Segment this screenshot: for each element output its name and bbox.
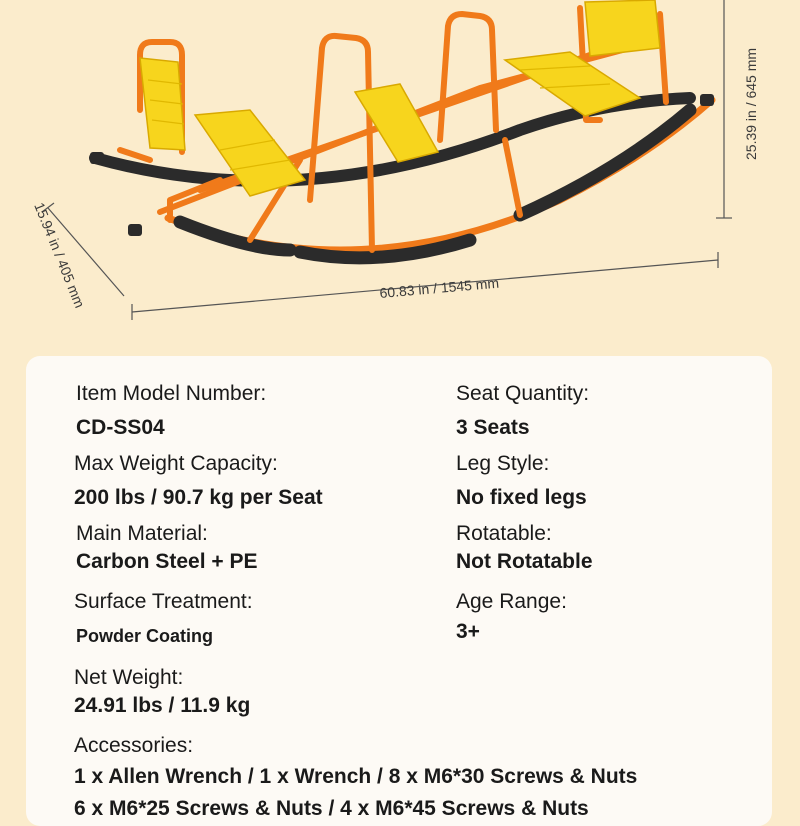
- width-dimension-label: 60.83 in / 1545 mm: [378, 274, 500, 301]
- spec-leg-style-value: No fixed legs: [456, 486, 587, 509]
- height-dimension-line: [716, 0, 732, 218]
- spec-main-material-label: Main Material:: [76, 522, 208, 545]
- spec-seat-quantity: [456, 380, 589, 442]
- spec-accessories-label: Accessories:: [74, 734, 194, 757]
- spec-surface-treatment-label: Surface Treatment:: [74, 590, 253, 613]
- spec-max-weight-label: Max Weight Capacity:: [74, 452, 278, 475]
- spec-surface-treatment: [74, 588, 253, 650]
- spec-model: [76, 380, 266, 442]
- seesaw-illustration: [90, 0, 714, 258]
- spec-rotatable: [456, 520, 593, 576]
- spec-max-weight-value: 200 lbs / 90.7 kg per Seat: [74, 486, 323, 509]
- spec-model-value: CD-SS04: [76, 416, 165, 439]
- product-dimension-illustration: [0, 0, 800, 340]
- spec-seat-quantity-label: Seat Quantity:: [456, 382, 590, 405]
- spec-net-weight-label: Net Weight:: [74, 666, 184, 689]
- spec-net-weight-value: 24.91 lbs / 11.9 kg: [74, 694, 251, 717]
- spec-net-weight: [74, 664, 250, 720]
- spec-age-range-label: Age Range:: [456, 590, 567, 613]
- spec-surface-treatment-value: Powder Coating: [76, 626, 214, 646]
- spec-main-material: [76, 520, 257, 576]
- spec-leg-style-label: Leg Style:: [456, 452, 550, 475]
- spec-max-weight: [74, 450, 323, 512]
- spec-accessories-line-1: 1 x Allen Wrench / 1 x Wrench / 8 x M6*30 Screws & Nuts: [74, 765, 638, 788]
- spec-model-label: Item Model Number:: [76, 382, 267, 405]
- spec-leg-style: [456, 450, 587, 512]
- spec-rotatable-value: Not Rotatable: [456, 550, 593, 573]
- height-dimension-label: 25.39 in / 645 mm: [743, 47, 759, 160]
- spec-age-range-value: 3+: [456, 620, 480, 643]
- spec-seat-quantity-value: 3 Seats: [456, 416, 530, 439]
- spec-accessories: [74, 732, 774, 824]
- spec-age-range: [456, 588, 567, 646]
- spec-main-material-value: Carbon Steel + PE: [76, 550, 258, 573]
- spec-rotatable-label: Rotatable:: [456, 522, 552, 545]
- spec-accessories-line-2: 6 x M6*25 Screws & Nuts / 4 x M6*45 Screws & Nuts: [74, 797, 589, 820]
- depth-dimension-label: 15.94 in / 405 mm: [31, 200, 89, 311]
